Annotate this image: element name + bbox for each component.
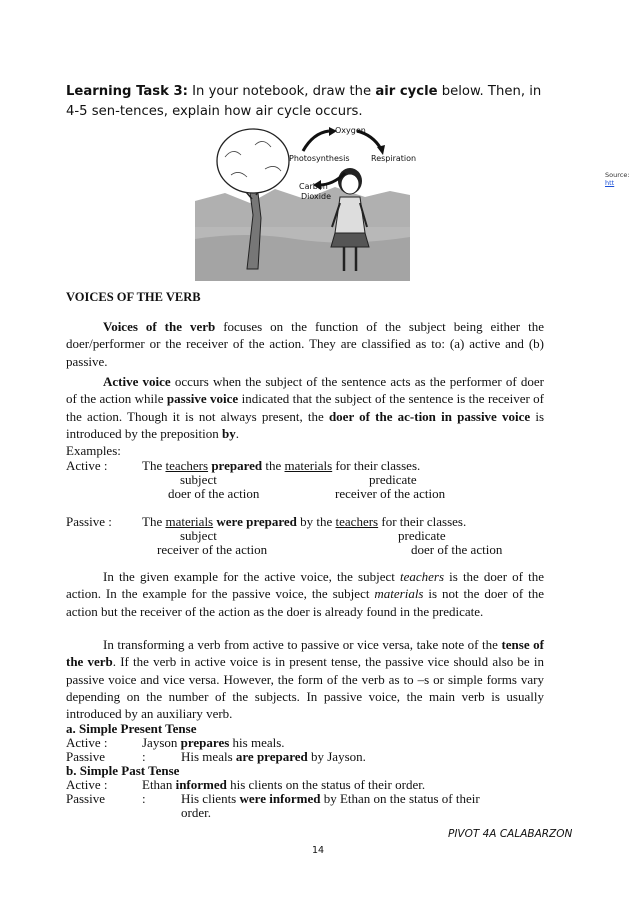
tense-a-passive-label: Passive [66,749,105,764]
passive-label: Passive : [66,514,112,529]
active-doer-label: doer of the action [168,486,260,501]
label-photosynthesis: Photosynthesis [289,154,350,163]
examples-title: Examples: [66,443,121,458]
tense-b-active: Ethan informed his clients on the status of their order. [142,777,426,792]
label-carbon: Carbon [299,182,328,191]
active-predicate-label: predicate [369,472,417,487]
label-respiration: Respiration [371,154,417,163]
tense-a-active: Jayson prepares his meals. [142,735,285,750]
passive-receiver-label: receiver of the action [157,542,268,557]
tense-b-passive-cont: order. [181,805,211,820]
learning-task: Learning Task 3: In your notebook, draw the air cycle below. Then, in 4-5 sen-tences, explain how air cycle occurs. [66,84,542,119]
tense-b-passive: His clients were informed by Ethan on the status of their [181,791,480,806]
active-subject-label: subject [180,472,217,487]
tense-b-title: b. Simple Past Tense [66,763,180,778]
paragraph-explanation: In the given example for the active voice, the subject teachers is the doer of the action. In the example for the passive voice, the subject materials is not the doer of the action but the receiver of the action as the doer is already found in the predicate. [66,569,544,619]
paragraph-voices: Voices of the verb focuses on the function of the subject being either the doer/performer or the receiver of the action. They are classified as to: (a) active and (b) passive. [66,319,544,369]
tense-a-passive-colon: : [142,749,146,764]
air-cycle-illustration [195,123,417,281]
page-number: 14 [312,845,325,856]
tense-b-passive-label: Passive [66,791,105,806]
passive-subject-label: subject [180,528,217,543]
passive-predicate-label: predicate [398,528,446,543]
tense-b-passive-colon: : [142,791,146,806]
tense-a-passive: His meals are prepared by Jayson. [181,749,366,764]
paragraph-active-passive: Active voice occurs when the subject of the sentence acts as the performer of doer of the action while passive voice indicated that the subject of the sentence is the receiver of the action. Though it is not always present, the doer of the ac-tion in passive voice is introduced by the preposition by. [66,374,545,441]
paragraph-transforming: In transforming a verb from active to passive or vice versa, take note of the tense of the verb. If the verb in active voice is in present tense, the passive vice should also be in passive voice and vice versa. However, the form of the verb as to –s or simple forms vary depending on the number of the subjects. In passive voice, the main verb is usually introduced by an auxiliary verb. [66,637,544,722]
tense-a-active-label: Active : [66,735,108,750]
active-example: The teachers prepared the materials for their classes. [142,458,421,473]
tense-b-active-label: Active : [66,777,108,792]
passive-doer-label: doer of the action [411,542,503,557]
label-dioxide: Dioxide [301,192,331,201]
task-label: Learning Task 3: [66,84,188,99]
active-receiver-label: receiver of the action [335,486,446,501]
image-source: Source: htt [605,171,630,187]
passive-example: The materials were prepared by the teachers for their classes. [142,514,467,529]
active-label: Active : [66,458,108,473]
section-heading: VOICES OF THE VERB [66,290,201,304]
label-oxygen: Oxygen [335,126,366,135]
tense-a-title: a. Simple Present Tense [66,721,197,736]
footer-label: PIVOT 4A CALABARZON [448,828,573,840]
source-link[interactable]: htt [605,179,615,187]
